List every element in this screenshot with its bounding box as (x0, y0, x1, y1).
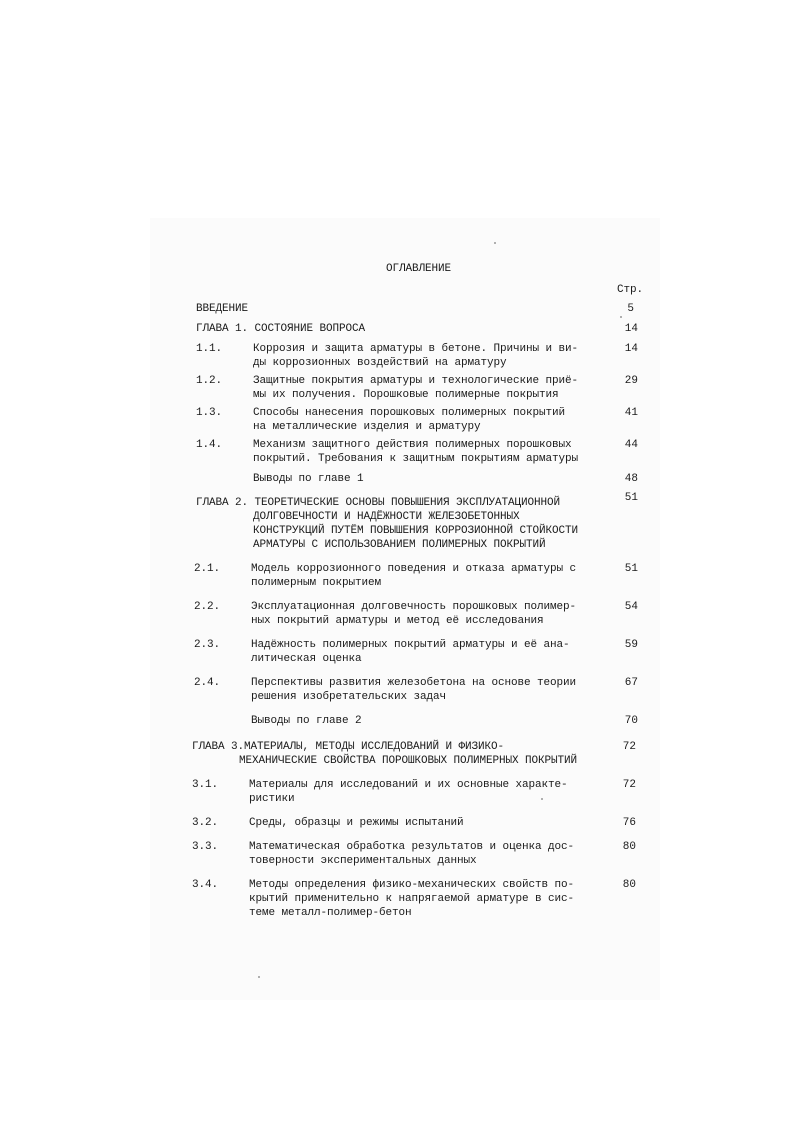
toc-entry-line: Надёжность полимерных покрытий арматуры и её ана- (251, 639, 570, 651)
toc-entry-page: 76 (622, 817, 636, 829)
toc-entry-text: Выводы по главе 1 (253, 473, 364, 485)
toc-entry-number: 3.3. (192, 841, 219, 853)
toc-title: ОГЛАВЛЕНИЕ (386, 263, 452, 275)
toc-chapter-heading: МЕХАНИЧЕСКИЕ СВОЙСТВА ПОРОШКОВЫХ ПОЛИМЕРНЫХ ПОКРЫТИЙ (239, 755, 578, 767)
toc-entry-number: 2.1. (194, 563, 221, 575)
toc-entry-line: на металлические изделия и арматуру (253, 421, 481, 433)
toc-entry-page: 59 (624, 639, 638, 651)
toc-entry-page: 5 (627, 303, 634, 315)
toc-entry-number: 2.3. (194, 639, 221, 651)
toc-entry-line: ных покрытий арматуры и метод её исследования (251, 615, 544, 627)
toc-entry-line: крытий применительно к напрягаемой арматуре в сис- (249, 893, 575, 905)
toc-entry-line: Механизм защитного действия полимерных порошковых (253, 439, 572, 451)
toc-entry-number: 2.4. (194, 677, 221, 689)
toc-chapter-heading: КОНСТРУКЦИЙ ПУТЁМ ПОВЫШЕНИЯ КОРРОЗИОННОЙ СТОЙКОСТИ (253, 525, 579, 537)
toc-chapter-heading: ДОЛГОВЕЧНОСТИ И НАДЁЖНОСТИ ЖЕЛЕЗОБЕТОННЫХ (253, 511, 520, 523)
toc-entry-line: полимерным покрытием (251, 577, 382, 589)
toc-entry-page: 29 (624, 375, 638, 387)
toc-entry-line: мы их получения. Порошковые полимерные покрытия (253, 389, 559, 401)
toc-entry-line: Коррозия и защита арматуры в бетоне. Причины и ви- (253, 343, 579, 355)
toc-entry-number: 1.1. (196, 343, 223, 355)
scan-speck (258, 976, 260, 978)
toc-entry-page: 48 (624, 473, 638, 485)
toc-entry-line: Математическая обработка результатов и оценка дос- (249, 841, 575, 853)
scan-speck (620, 316, 622, 318)
toc-entry-line: литическая оценка (251, 653, 362, 665)
toc-entry-page: 51 (624, 492, 638, 504)
toc-entry-line: ды коррозионных воздействий на арматуру (253, 357, 507, 369)
toc-entry-line: теме металл-полимер-бетон (249, 907, 412, 919)
toc-entry-page: 80 (622, 879, 636, 891)
toc-entry-line: Защитные покрытия арматуры и технологические приё- (253, 375, 579, 387)
toc-entry-line: Материалы для исследований и их основные характе- (249, 779, 568, 791)
toc-entry-number: 3.2. (192, 817, 219, 829)
scan-speck (541, 798, 543, 800)
toc-entry-line: Способы нанесения порошковых полимерных покрытий (253, 407, 566, 419)
toc-entry-page: 70 (624, 715, 638, 727)
toc-entry-number: 3.1. (192, 779, 219, 791)
toc-entry-line: ристики (249, 793, 295, 805)
toc-chapter-heading: ГЛАВА 1. СОСТОЯНИЕ ВОПРОСА (196, 323, 366, 335)
toc-entry-number: 2.2. (194, 601, 221, 613)
toc-entry-text: Выводы по главе 2 (251, 715, 362, 727)
toc-chapter-heading: ГЛАВА 3.МАТЕРИАЛЫ, МЕТОДЫ ИССЛЕДОВАНИЙ И ФИЗИКО- (192, 741, 505, 753)
toc-entry-line: Перспективы развития железобетона на основе теории (251, 677, 577, 689)
toc-entry-page: 44 (624, 439, 638, 451)
toc-entry-text: ВВЕДЕНИЕ (196, 303, 249, 315)
toc-entry-number: 1.3. (196, 407, 223, 419)
toc-entry-page: 51 (624, 563, 638, 575)
toc-chapter-heading: ГЛАВА 2. ТЕОРЕТИЧЕСКИЕ ОСНОВЫ ПОВЫШЕНИЯ ЭКСПЛУАТАЦИОННОЙ (196, 497, 561, 509)
scan-speck (494, 242, 496, 244)
toc-chapter-heading: АРМАТУРЫ С ИСПОЛЬЗОВАНИЕМ ПОЛИМЕРНЫХ ПОКРЫТИЙ (253, 539, 546, 551)
toc-entry-number: 3.4. (192, 879, 219, 891)
toc-entry-page: 72 (622, 779, 636, 791)
toc-entry-page: 72 (622, 741, 636, 753)
toc-entry-page: 80 (622, 841, 636, 853)
toc-entry-page: 41 (624, 407, 638, 419)
toc-entry-page: 14 (624, 323, 638, 335)
toc-entry-line: товерности экспериментальных данных (249, 855, 477, 867)
toc-entry-line: Эксплуатационная долговечность порошковых полимер- (251, 601, 577, 613)
toc-entry-line: Модель коррозионного поведения и отказа арматуры с (251, 563, 577, 575)
toc-entry-number: 1.2. (196, 375, 223, 387)
toc-entry-line: решения изобретательских задач (251, 691, 447, 703)
toc-entry-page: 67 (624, 677, 638, 689)
toc-entry-line: покрытий. Требования к защитным покрытиям арматуры (253, 453, 579, 465)
toc-entry-page: 14 (624, 343, 638, 355)
page-column-header: Стр. (617, 284, 644, 296)
toc-entry-number: 1.4. (196, 439, 223, 451)
toc-entry-text: Среды, образцы и режимы испытаний (249, 817, 464, 829)
toc-entry-page: 54 (624, 601, 638, 613)
toc-entry-line: Методы определения физико-механических свойств по- (249, 879, 575, 891)
